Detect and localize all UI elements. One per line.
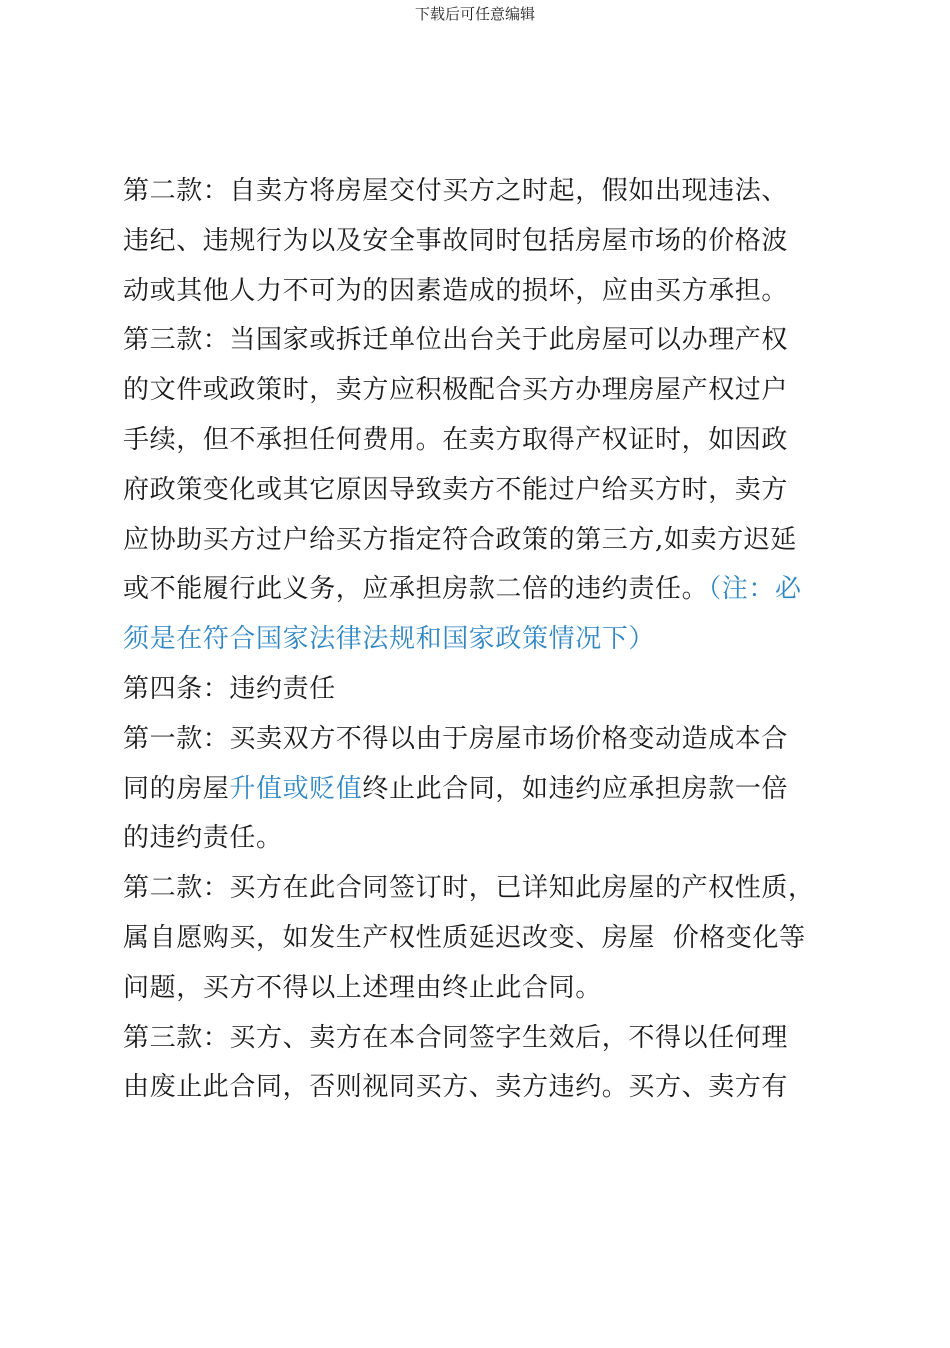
text-line: [123, 466, 833, 516]
text-line: [123, 1014, 833, 1064]
page-header: 下载后可任意编辑: [414, 5, 535, 23]
text-line: [123, 864, 833, 914]
text-line: [123, 516, 833, 566]
text-segment: 违纪、违规行为以及安全事故同时包括房屋市场的价格波: [123, 225, 789, 256]
text-segment: 问题，买方不得以上述理由终止此合同。: [123, 972, 602, 1003]
text-line: [123, 715, 833, 765]
section-heading: [123, 665, 833, 715]
text-line: [123, 1063, 833, 1113]
text-segment: 应协助买方过户给买方指定符合政策的第三方,如卖方迟延: [123, 524, 797, 555]
text-line: [123, 914, 833, 964]
text-segment: 手续，但不承担任何费用。在卖方取得产权证时，如因政: [123, 424, 789, 455]
text-segment: 同的房屋: [123, 773, 230, 804]
text-segment: 府政策变化或其它原因导致卖方不能过户给买方时，卖方: [123, 474, 789, 505]
text-segment: 的违约责任。: [123, 823, 283, 854]
text-segment: 第三款：买方、卖方在本合同签字生效后，不得以任何理: [123, 1022, 789, 1053]
text-segment: 第二款：买方在此合同签订时，已详知此房屋的产权性质，: [123, 873, 815, 904]
text-segment: 第一款：买卖双方不得以由于房屋市场价格变动造成本合: [123, 723, 789, 754]
text-segment: 属自愿购买，如发生产权性质延迟改变、房屋 价格变化等: [123, 922, 806, 953]
text-line: [123, 267, 833, 317]
text-line: [123, 565, 833, 615]
text-segment: 终止此合同，如违约应承担房款一倍: [362, 773, 789, 804]
text-segment: 第四条：违约责任: [123, 673, 336, 704]
text-line: [123, 217, 833, 267]
text-line: [123, 765, 833, 815]
text-segment: 动或其他人力不可为的因素造成的损坏，应由买方承担。: [123, 275, 789, 306]
text-line: [123, 167, 833, 217]
text-line: [123, 366, 833, 416]
contract-body: [123, 167, 833, 1113]
text-line: [123, 615, 833, 665]
text-line: [123, 964, 833, 1014]
text-segment: 或不能履行此义务，应承担房款二倍的违约责任。: [123, 574, 709, 605]
text-line: [123, 316, 833, 366]
text-segment: 由废止此合同，否则视同买方、卖方违约。买方、卖方有: [123, 1072, 789, 1103]
text-line: [123, 416, 833, 466]
text-segment: 的文件或政策时，卖方应积极配合买方办理房屋产权过户: [123, 375, 789, 406]
highlighted-phrase: 升值或贬值: [229, 773, 363, 804]
highlighted-note: 须是在符合国家法律法规和国家政策情况下）: [123, 624, 656, 655]
text-line: [123, 814, 833, 864]
text-segment: 第二款：自卖方将房屋交付买方之时起，假如出现违法、: [123, 176, 789, 206]
highlighted-note: （注：必: [708, 574, 802, 605]
text-segment: 第三款：当国家或拆迁单位出台关于此房屋可以办理产权: [123, 325, 789, 356]
